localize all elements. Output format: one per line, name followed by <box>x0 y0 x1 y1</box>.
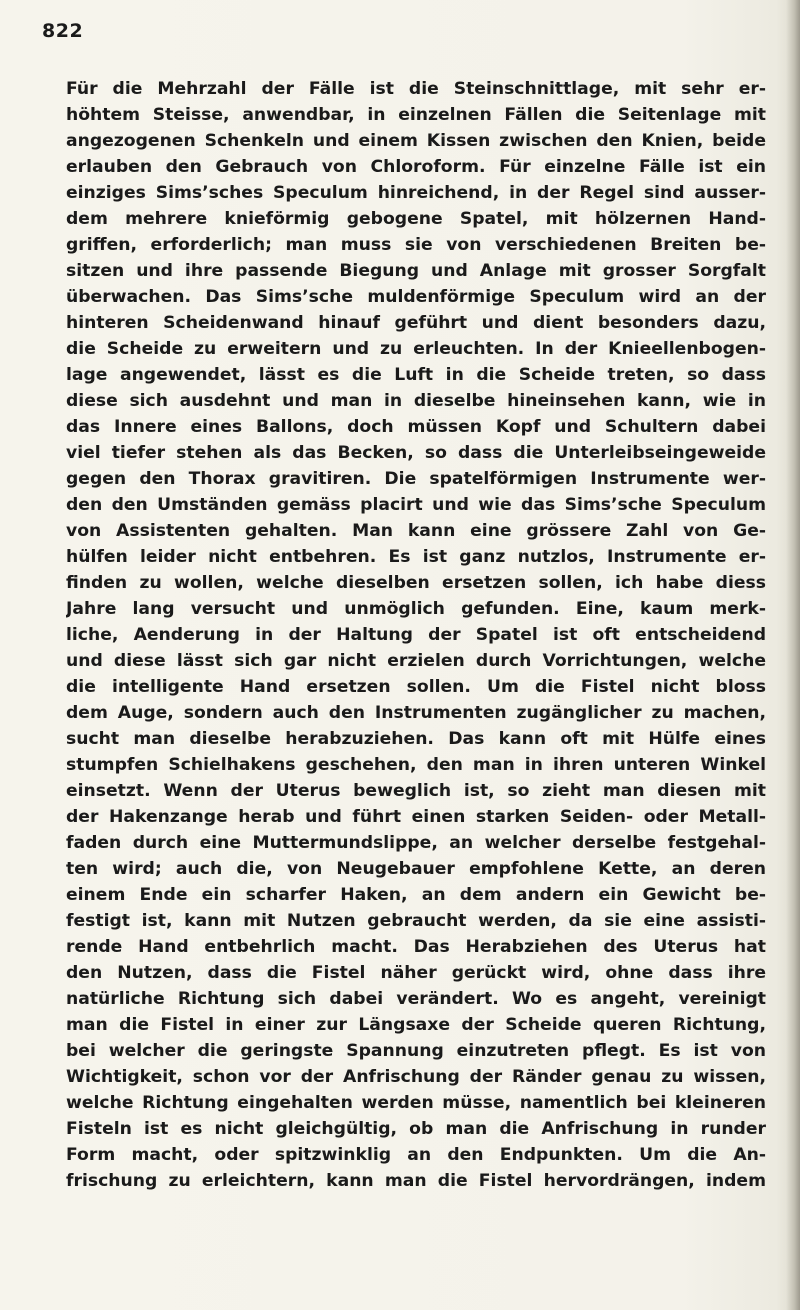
text-line: der Hakenzange herab und führt einen starken Seiden- oder Metall- <box>66 807 766 827</box>
text-line: den Nutzen, dass die Fistel näher gerückt wird, ohne dass ihre <box>66 963 766 983</box>
text-line: man die Fistel in einer zur Längsaxe der Scheide queren Richtung, <box>66 1015 766 1035</box>
text-line: gegen den Thorax gravitiren. Die spatelförmigen Instrumente wer- <box>66 469 766 489</box>
text-line: die intelligente Hand ersetzen sollen. Um die Fistel nicht bloss <box>66 677 766 697</box>
text-line: rende Hand entbehrlich macht. Das Herabziehen des Uterus hat <box>66 937 766 957</box>
text-line: dem mehrere knieförmig gebogene Spatel, mit hölzernen Hand- <box>66 209 766 229</box>
text-line: festigt ist, kann mit Nutzen gebraucht werden, da sie eine assisti- <box>66 911 766 931</box>
text-line: ten wird; auch die, von Neugebauer empfohlene Kette, an deren <box>66 859 766 879</box>
text-line: Für die Mehrzahl der Fälle ist die Steinschnittlage, mit sehr er- <box>66 79 766 99</box>
text-line: bei welcher die geringste Spannung einzutreten pflegt. Es ist von <box>66 1041 766 1061</box>
text-line: und diese lässt sich gar nicht erzielen durch Vorrichtungen, welche <box>66 651 766 671</box>
text-line: liche, Aenderung in der Haltung der Spatel ist oft entscheidend <box>66 625 766 645</box>
text-line: erlauben den Gebrauch von Chloroform. Für einzelne Fälle ist ein <box>66 157 766 177</box>
page-number: 822 <box>42 20 84 42</box>
text-line: sucht man dieselbe herabzuziehen. Das kann oft mit Hülfe eines <box>66 729 766 749</box>
text-line: einziges Sims’sches Speculum hinreichend, in der Regel sind ausser- <box>66 183 766 203</box>
text-line: von Assistenten gehalten. Man kann eine grössere Zahl von Ge- <box>66 521 766 541</box>
text-line: hülfen leider nicht entbehren. Es ist ganz nutzlos, Instrumente er- <box>66 547 766 567</box>
text-line: griffen, erforderlich; man muss sie von verschiedenen Breiten be- <box>66 235 766 255</box>
text-line: den den Umständen gemäss placirt und wie das Sims’sche Speculum <box>66 495 766 515</box>
text-line: hinteren Scheidenwand hinauf geführt und dient besonders dazu, <box>66 313 766 333</box>
text-line: einsetzt. Wenn der Uterus beweglich ist, so zieht man diesen mit <box>66 781 766 801</box>
text-line: angezogenen Schenkeln und einem Kissen zwischen den Knien, beide <box>66 131 766 151</box>
text-line: sitzen und ihre passende Biegung und Anlage mit grosser Sorgfalt <box>66 261 766 281</box>
text-line: faden durch eine Muttermundslippe, an welcher derselbe festgehal- <box>66 833 766 853</box>
body-text <box>66 76 766 1194</box>
text-line: das Innere eines Ballons, doch müssen Kopf und Schultern dabei <box>66 417 766 437</box>
text-line: welche Richtung eingehalten werden müsse, namentlich bei kleineren <box>66 1093 766 1113</box>
text-line: einem Ende ein scharfer Haken, an dem andern ein Gewicht be- <box>66 885 766 905</box>
page-edge-shadow <box>786 0 800 1310</box>
text-line: finden zu wollen, welche dieselben ersetzen sollen, ich habe diess <box>66 573 766 593</box>
text-line: überwachen. Das Sims’sche muldenförmige Speculum wird an der <box>66 287 766 307</box>
text-line: Wichtigkeit, schon vor der Anfrischung der Ränder genau zu wissen, <box>66 1067 766 1087</box>
text-line: die Scheide zu erweitern und zu erleuchten. In der Knieellenbogen- <box>66 339 766 359</box>
text-line: Form macht, oder spitzwinklig an den Endpunkten. Um die An- <box>66 1145 766 1165</box>
text-line: diese sich ausdehnt und man in dieselbe hineinsehen kann, wie in <box>66 391 766 411</box>
text-line: lage angewendet, lässt es die Luft in die Scheide treten, so dass <box>66 365 766 385</box>
text-line: natürliche Richtung sich dabei verändert. Wo es angeht, vereinigt <box>66 989 766 1009</box>
text-line: dem Auge, sondern auch den Instrumenten zugänglicher zu machen, <box>66 703 766 723</box>
text-line: viel tiefer stehen als das Becken, so dass die Unterleibseingeweide <box>66 443 766 463</box>
text-line: Fisteln ist es nicht gleichgültig, ob man die Anfrischung in runder <box>66 1119 766 1139</box>
text-line: stumpfen Schielhakens geschehen, den man in ihren unteren Winkel <box>66 755 766 775</box>
text-line: höhtem Steisse, anwendbar, in einzelnen Fällen die Seitenlage mit <box>66 105 766 125</box>
text-line: frischung zu erleichtern, kann man die Fistel hervordrängen, indem <box>66 1171 766 1191</box>
text-line: Jahre lang versucht und unmöglich gefunden. Eine, kaum merk- <box>66 599 766 619</box>
